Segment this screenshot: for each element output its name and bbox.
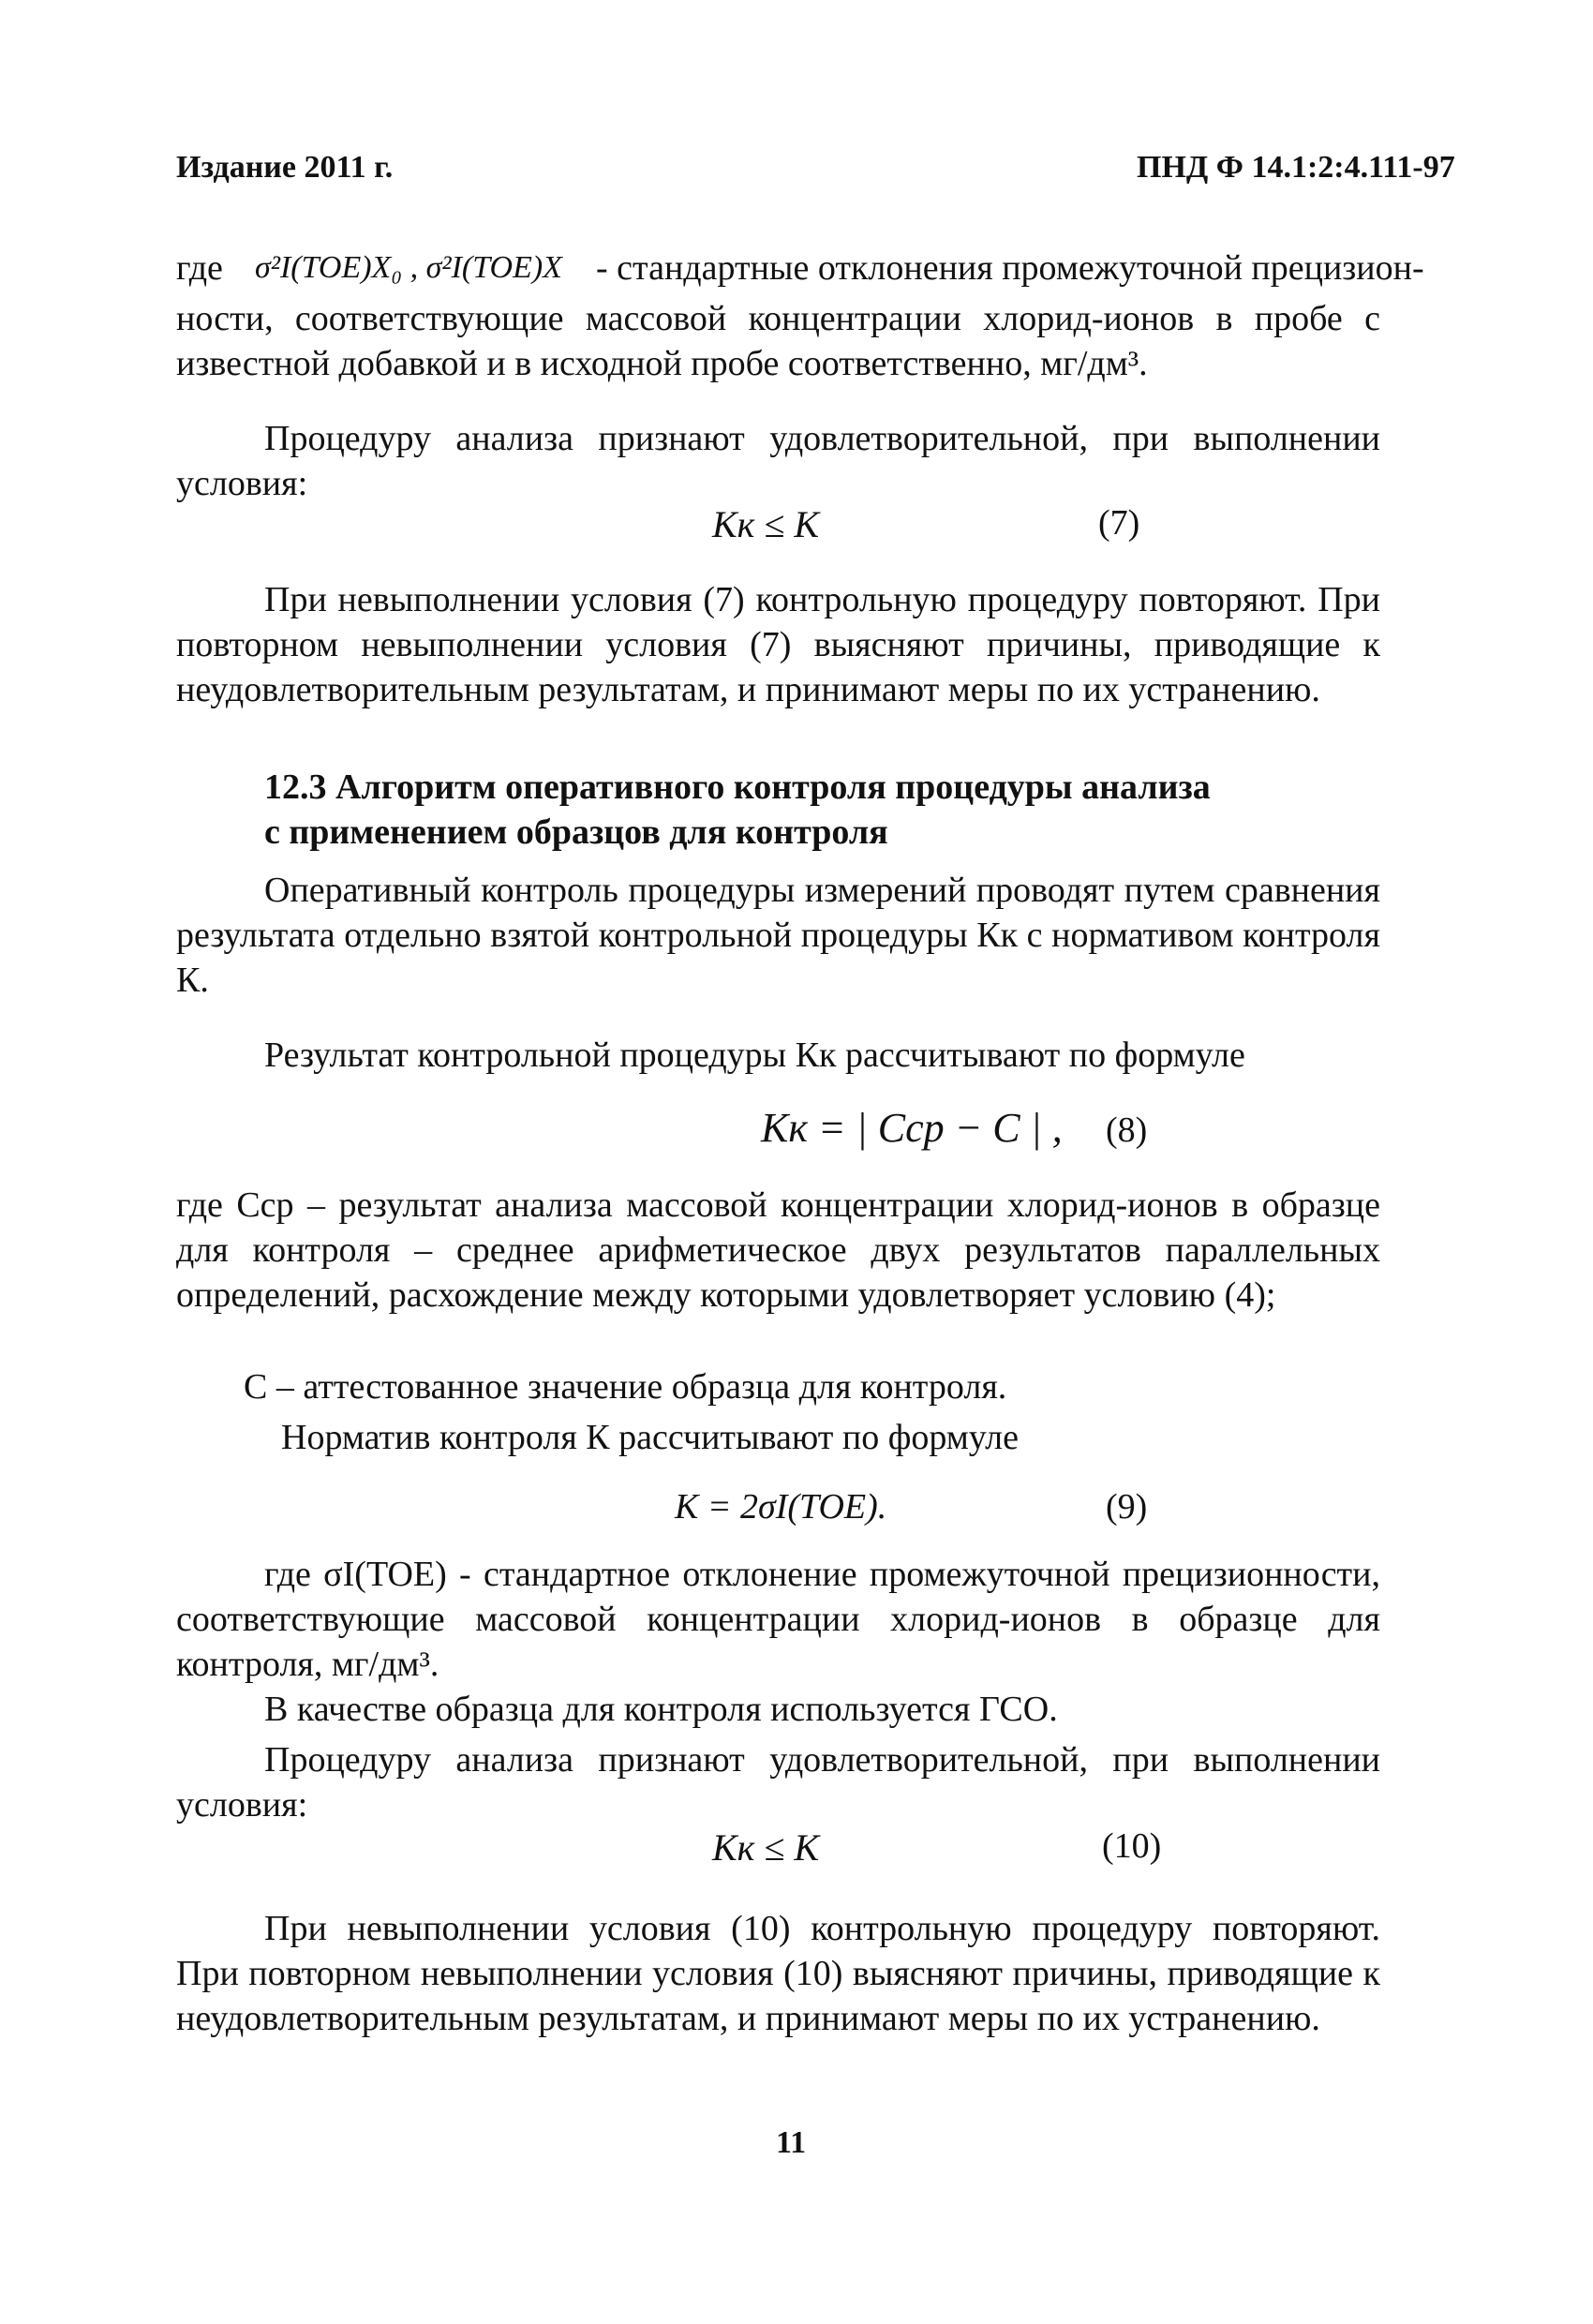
- formula-number-10: (10): [1102, 1826, 1162, 1866]
- paragraph-result-formula: Результат контрольной процедуры Кк рассчитывают по формуле: [264, 1035, 1245, 1075]
- where-c-definition: C – аттестованное значение образца для контроля.: [244, 1367, 1007, 1407]
- section-title-line2: с применением образцов для контроля: [264, 812, 888, 852]
- paragraph-operational-control: Оперативный контроль процедуры измерений проводят путем сравнения результата отдельно взятой контрольной процедуры Кк с нормативом контроля К.: [176, 871, 1380, 1000]
- paragraph-norm-formula: Норматив контроля К рассчитывают по формуле: [281, 1418, 1019, 1457]
- section-title-line1: 12.3 Алгоритм оперативного контроля процедуры анализа: [264, 767, 1211, 807]
- edition-label: Издание 2011 г.: [176, 150, 394, 185]
- condition-text-2: Процедуру анализа признают удовлетворительной, при выполнении условия:: [176, 1740, 1380, 1825]
- formula-number-7: (7): [1098, 503, 1140, 543]
- block1-text-a: - стандартные отклонения промежуточной прецизион-: [596, 248, 1424, 288]
- formula-10: Kк ≤ K: [712, 1826, 820, 1869]
- paragraph-repeat-7: При невыполнении условия (7) контрольную процедуру повторяют. При повторном невыполнении условия (7) выясняют причины, приводящие к неудовлетворительным результатам, и принимают меры по их устранению.: [176, 580, 1380, 709]
- formula-8: Kк = | Cср − C | ,: [761, 1105, 1063, 1151]
- formula-9: K = 2σI(TOE).: [675, 1487, 887, 1527]
- block1-text-b: ности, соответствующие массовой концентрации хлорид-ионов в пробе с известной добавкой и в исходной пробе соответственно, мг/дм³.: [176, 299, 1380, 383]
- where-cs-definition: где Cср – результат анализа массовой концентрации хлорид-ионов в образце для контроля – среднее арифметическое двух результатов параллельных определений, расхождение между которыми удовлетворяет условию (4);: [176, 1185, 1380, 1315]
- paragraph-gso: В качестве образца для контроля используется ГСО.: [264, 1690, 1058, 1729]
- formula-number-9: (9): [1106, 1487, 1148, 1527]
- where-label-1: где: [176, 248, 223, 288]
- sigma-symbols: σ²I(TOE)X₀ , σ²I(TOE)X: [255, 250, 562, 285]
- where-sigma-definition: где σI(TOE) - стандартное отклонение промежуточной прецизионности, соответствующие массовой концентрации хлорид-ионов в образце для контроля, мг/дм³.: [176, 1555, 1380, 1684]
- paragraph-repeat-10: При невыполнении условия (10) контрольную процедуру повторяют. При повторном невыполнении условия (10) выясняют причины, приводящие к неудовлетворительным результатам, и принимают меры по их устранению.: [176, 1909, 1380, 2038]
- document-code: ПНД Ф 14.1:2:4.111-97: [1137, 150, 1455, 185]
- formula-number-8: (8): [1106, 1110, 1148, 1150]
- formula-7: Kк ≤ K: [712, 503, 820, 545]
- page-number: 11: [776, 2125, 807, 2160]
- condition-text-1: Процедуру анализа признают удовлетворительной, при выполнении условия:: [176, 419, 1380, 503]
